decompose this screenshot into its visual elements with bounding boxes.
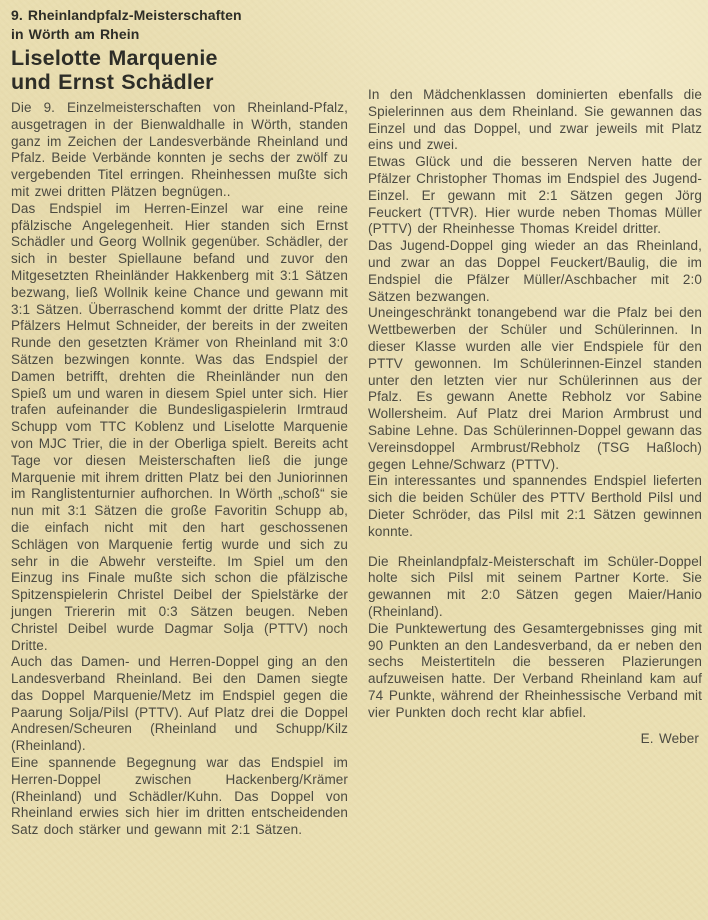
left-column	[11, 6, 348, 839]
paragraph-herren-damen-einzel: Das Endspiel im Herren-Einzel war eine reine pfälzische Angelegenheit. Hier standen sich Ernst Schädler und Georg Wollnik gegenüber. Schädler, der sich in bester Spiellaune befand und zuvor den Mitgesetzten Rheinländer Hakkenberg mit 3:1 Sätzen bezwang, ließ Wollnik keine Chance und gewann mit 3:1 Sätzen. Überraschend kommt der dritte Platz des Pfälzers Helmut Schneider, der bereits in der zweiten Runde den gesetzten Krämer von Rheinland mit 3:0 Sätzen bezwingen konnte. Was das Endspiel der Damen betrifft, drehten die Rheinländer nun den Spieß um und waren in diesem Spiel unter sich. Hier trafen aufeinander die Bundesligaspielerin Irmtraud Schupp vom TTC Koblenz und Liselotte Marquenie von MJC Trier, die in der Oberliga spielt. Bereits acht Tage vor diesen Meisterschaften ließ die junge Marquenie mit ihrem dritten Platz bei den Juniorinnen im Ranglistenturnier aufhorchen. In Wörth „schoß“ sie nun mit 3:1 Sätzen die große Favoritin Schupp ab, die einfach nicht mit den hart geschossenen Schlägen von Marquenie fertig wurde und sich zu sehr in die Abwehr versteifte. Im Spiel um den Einzug ins Finale mußte sich schon die pfälzische Spitzenspielerin Christel Deibel der Spielstärke der jungen Triererin mit 0:3 Sätzen beugen. Neben Christel Deibel wurde Dagmar Solja (PTTV) noch Dritte.	[11, 200, 348, 653]
kicker-line-1: 9. Rheinlandpfalz-Meisterschaften	[11, 7, 242, 23]
paragraph-punktewertung: Die Punktewertung des Gesamtergebnisses ging mit 90 Punkten an den Landesverband, da er neben den sechs Meistertiteln die besseren Plazierungen aufzuweisen hatte. Der Verband Rheinland kam auf 74 Punkte, während der Rheinhessische Verband mit vier Punkten doch recht klar abfiel.	[368, 620, 702, 720]
paragraph-maedchenklassen: In den Mädchenklassen dominierten ebenfalls die Spielerinnen aus dem Rheinland. Sie gewannen das Einzel und das Doppel, und zwar jeweils mit Platz eins und zwei.	[368, 87, 702, 153]
paragraph-schueler-doppel: Die Rheinlandpfalz-Meisterschaft im Schüler-Doppel holte sich Pilsl mit seinem Partner Korte. Sie gewannen mit 2:0 Sätzen gegen Maier/Hanio (Rheinland).	[368, 553, 702, 619]
right-column	[368, 87, 702, 748]
headline-line-2: und Ernst Schädler	[11, 69, 214, 94]
paragraph-intro: Die 9. Einzelmeisterschaften von Rheinland-Pfalz, ausgetragen in der Bienwaldhalle in Wörth, standen ganz im Zeichen der Landesverbände Rheinland und Pfalz. Beide Verbände konnten je sechs der zwölf zu vergebenden Titel erringen. Rheinhessen mußte sich mit zwei dritten Plätzen begnügen..	[11, 100, 348, 199]
headline-line-1: Liselotte Marquenie	[11, 46, 218, 70]
paragraph-jugend-einzel: Etwas Glück und die besseren Nerven hatte der Pfälzer Christopher Thomas im Endspiel des Jugend-Einzel. Er gewann mit 2:1 Sätzen gegen Jörg Feuckert (TTVR). Hier wurde neben Thomas Müller (PTTV) der Rheinhesse Thomas Kreidel dritter.	[368, 154, 702, 237]
paragraph-herren-doppel: Eine spannende Begegnung war das Endspiel im Herren-Doppel zwischen Hackenberg/Krämer (Rheinland) und Schädler/Kuhn. Das Doppel von Rheinland erwies sich hier im dritten entscheidenden Satz doch stärker und gewann mit 2:1 Sätzen.	[11, 755, 348, 838]
article-kicker	[11, 6, 348, 43]
kicker-line-2: in Wörth am Rhein	[11, 25, 140, 42]
paragraph-jugend-doppel: Das Jugend-Doppel ging wieder an das Rheinland, und zwar an das Doppel Feuckert/Baulig, die im Endspiel die Pfälzer Müller/Aschbacher mit 2:0 Sätzen bezwangen.	[368, 238, 702, 304]
paragraph-schueler-einzel: Ein interessantes und spannendes Endspiel lieferten sich die beiden Schüler des PTTV Berthold Pilsl und Dieter Schröder, das Pilsl mit 2:1 Sätzen gewinnen konnte.	[368, 473, 702, 539]
paragraph-schueler-wettbewerbe: Uneingeschränkt tonangebend war die Pfalz bei den Wettbewerben der Schüler und Schülerinnen. In dieser Klasse wurden alle vier Endspiele für den PTTV gewonnen. Im Schülerinnen-Einzel standen unter den letzten vier nur Schülerinnen aus der Pfalz. Es gewann Anette Rebholz vor Sabine Wollersheim. Auf Platz drei Marion Armbrust und Sabine Lehne. Das Schülerinnen-Doppel gewann das Vereinsdoppel Armbrust/Rebholz (TSG Haßloch) gegen Lehne/Schwarz (PTTV).	[368, 305, 702, 472]
article-headline	[11, 47, 348, 94]
author-signature: E. Weber	[640, 731, 699, 747]
paragraph-damen-doppel: Auch das Damen- und Herren-Doppel ging an den Landesverband Rheinland. Bei den Damen siegte das Doppel Marquenie/Metz im Endspiel gegen die Paarung Solja/Pilsl (PTTV). Auf Platz drei die Doppel Andresen/Scheuren (Rheinland und Schupp/Kilz (Rheinland).	[11, 654, 348, 754]
